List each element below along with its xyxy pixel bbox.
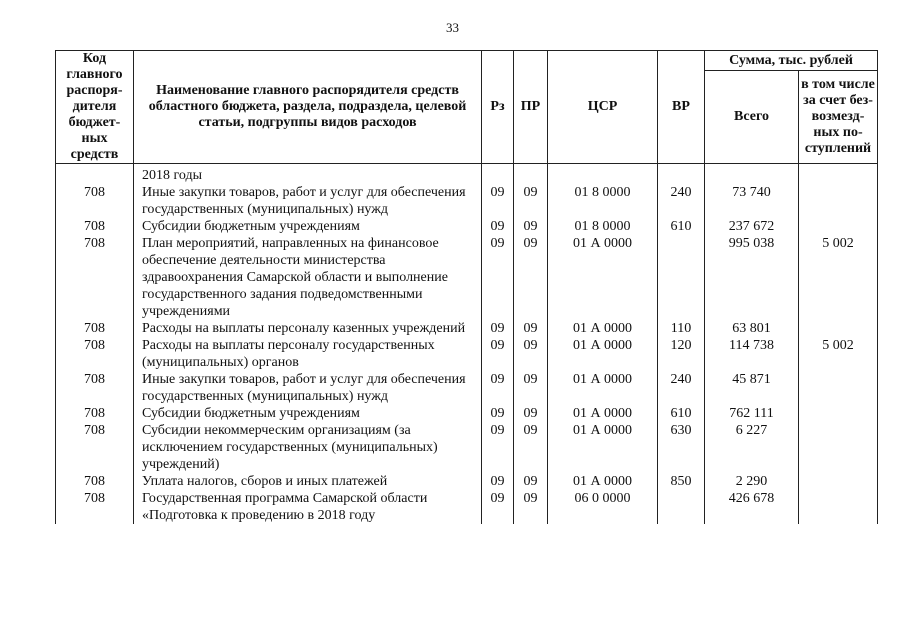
- row-incl: [799, 218, 878, 235]
- row-csr: 06 0 0000: [548, 490, 658, 524]
- row-total: 73 740: [705, 184, 799, 218]
- row-incl: [799, 422, 878, 473]
- row-total: 762 111: [705, 405, 799, 422]
- row-csr: 01 А 0000: [548, 405, 658, 422]
- budget-table: [55, 50, 878, 524]
- row-pr: 09: [514, 218, 548, 235]
- row-total: 114 738: [705, 337, 799, 371]
- row-vr: 630: [658, 422, 705, 473]
- row-vr: 610: [658, 218, 705, 235]
- header-incl: в том числе за счет без-возмезд-ных по-ступлений: [799, 71, 878, 164]
- row-rz: 09: [482, 337, 514, 371]
- row-total: 6 227: [705, 422, 799, 473]
- row-incl: [799, 405, 878, 422]
- row-csr: 01 8 0000: [548, 184, 658, 218]
- row-rz: 09: [482, 184, 514, 218]
- header-sum: Сумма, тыс. рублей: [705, 51, 878, 71]
- row-pr: 09: [514, 490, 548, 524]
- row-pr: 09: [514, 371, 548, 405]
- table-row: [56, 218, 878, 235]
- header-rz: Рз: [482, 51, 514, 164]
- header-vr: ВР: [658, 51, 705, 164]
- row-code: 708: [56, 218, 134, 235]
- row-rz: 09: [482, 490, 514, 524]
- row-code: 708: [56, 405, 134, 422]
- row-incl: [799, 371, 878, 405]
- row-incl: 5 002: [799, 235, 878, 320]
- header-name: Наименование главного распорядителя средств областного бюджета, раздела, подраздела, целевой статьи, подгруппы видов расходов: [134, 51, 482, 164]
- row-csr: 01 А 0000: [548, 422, 658, 473]
- row-rz: 09: [482, 320, 514, 337]
- row-csr: 01 А 0000: [548, 337, 658, 371]
- row-name: Иные закупки товаров, работ и услуг для обеспечения государственных (муниципальных) нужд: [134, 371, 482, 405]
- row-rz: 09: [482, 235, 514, 320]
- row-name: Субсидии бюджетным учреждениям: [134, 405, 482, 422]
- table-header: [56, 51, 878, 164]
- row-rz: 09: [482, 405, 514, 422]
- row-name: Расходы на выплаты персоналу государственных (муниципальных) органов: [134, 337, 482, 371]
- row-csr: [548, 164, 658, 185]
- row-total: 45 871: [705, 371, 799, 405]
- header-total: Всего: [705, 71, 799, 164]
- row-rz: [482, 164, 514, 185]
- table-row: [56, 405, 878, 422]
- row-code: 708: [56, 235, 134, 320]
- row-rz: 09: [482, 473, 514, 490]
- row-code: 708: [56, 320, 134, 337]
- header-csr: ЦСР: [548, 51, 658, 164]
- table-body: [56, 164, 878, 525]
- row-pr: 09: [514, 473, 548, 490]
- row-pr: 09: [514, 405, 548, 422]
- row-vr: [658, 490, 705, 524]
- row-incl: [799, 490, 878, 524]
- table-row: [56, 490, 878, 524]
- row-total: 2 290: [705, 473, 799, 490]
- row-pr: 09: [514, 320, 548, 337]
- row-rz: 09: [482, 422, 514, 473]
- row-csr: 01 А 0000: [548, 371, 658, 405]
- row-total: 995 038: [705, 235, 799, 320]
- row-incl: 5 002: [799, 337, 878, 371]
- row-vr: [658, 235, 705, 320]
- row-total: 63 801: [705, 320, 799, 337]
- table-row: [56, 164, 878, 185]
- row-pr: 09: [514, 337, 548, 371]
- row-vr: 120: [658, 337, 705, 371]
- row-name: 2018 годы: [134, 164, 482, 185]
- row-name: Уплата налогов, сборов и иных платежей: [134, 473, 482, 490]
- table-row: [56, 235, 878, 320]
- row-csr: 01 8 0000: [548, 218, 658, 235]
- row-name: Иные закупки товаров, работ и услуг для обеспечения государственных (муниципальных) нужд: [134, 184, 482, 218]
- row-vr: 110: [658, 320, 705, 337]
- row-incl: [799, 184, 878, 218]
- row-name: Государственная программа Самарской области «Подготовка к проведению в 2018 году: [134, 490, 482, 524]
- header-pr: ПР: [514, 51, 548, 164]
- table-row: [56, 473, 878, 490]
- row-vr: 240: [658, 184, 705, 218]
- row-code: 708: [56, 184, 134, 218]
- row-csr: 01 А 0000: [548, 235, 658, 320]
- row-name: Расходы на выплаты персоналу казенных учреждений: [134, 320, 482, 337]
- row-vr: 240: [658, 371, 705, 405]
- row-rz: 09: [482, 371, 514, 405]
- row-total: 426 678: [705, 490, 799, 524]
- row-incl: [799, 473, 878, 490]
- table-row: [56, 371, 878, 405]
- row-code: 708: [56, 371, 134, 405]
- row-vr: 610: [658, 405, 705, 422]
- row-pr: 09: [514, 422, 548, 473]
- row-name: Субсидии некоммерческим организациям (за исключением государственных (муниципальных) учреждений): [134, 422, 482, 473]
- row-name: План мероприятий, направленных на финансовое обеспечение деятельности министерства здравоохранения Самарской области и выполнение государственного задания подведомственными учреждениями: [134, 235, 482, 320]
- row-csr: 01 А 0000: [548, 473, 658, 490]
- row-total: [705, 164, 799, 185]
- row-code: 708: [56, 490, 134, 524]
- row-code: [56, 164, 134, 185]
- table-row: [56, 320, 878, 337]
- row-code: 708: [56, 422, 134, 473]
- row-pr: 09: [514, 184, 548, 218]
- table-row: [56, 337, 878, 371]
- row-vr: [658, 164, 705, 185]
- table-row: [56, 422, 878, 473]
- row-rz: 09: [482, 218, 514, 235]
- row-vr: 850: [658, 473, 705, 490]
- header-code: Код главного распоря-дителя бюджет-ных средств: [56, 51, 134, 164]
- row-incl: [799, 320, 878, 337]
- row-total: 237 672: [705, 218, 799, 235]
- row-code: 708: [56, 337, 134, 371]
- table-row: [56, 184, 878, 218]
- row-name: Субсидии бюджетным учреждениям: [134, 218, 482, 235]
- row-code: 708: [56, 473, 134, 490]
- row-pr: [514, 164, 548, 185]
- row-pr: 09: [514, 235, 548, 320]
- row-incl: [799, 164, 878, 185]
- page-number: 33: [446, 20, 459, 35]
- row-csr: 01 А 0000: [548, 320, 658, 337]
